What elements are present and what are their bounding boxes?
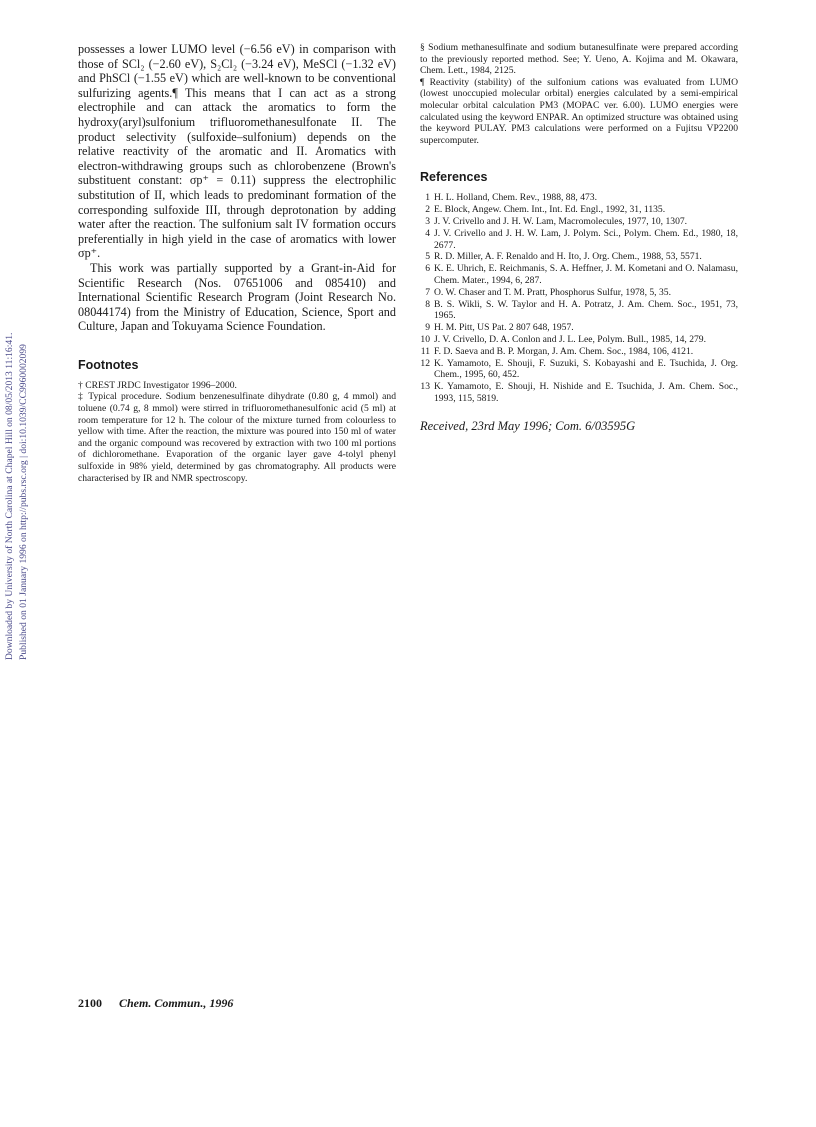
reference-item <box>420 346 738 358</box>
reference-text: J. V. Crivello, D. A. Conlon and J. L. Lee, Polym. Bull., 1985, 14, 279. <box>434 333 707 345</box>
reference-number: 12 <box>420 357 430 369</box>
journal-citation: Chem. Commun., 1996 <box>119 996 234 1010</box>
reference-text: K. Yamamoto, E. Shouji, F. Suzuki, S. Kobayashi and E. Tsuchida, J. Org. Chem., 1995, 60, 452. <box>434 357 738 381</box>
footnotes-heading: Footnotes <box>78 357 139 372</box>
reference-item <box>420 192 738 204</box>
reference-number: 13 <box>420 381 430 393</box>
reference-text: E. Block, Angew. Chem. Int., Int. Ed. Engl., 1992, 31, 1135. <box>434 204 666 216</box>
footnote-pilcrow: ¶ Reactivity (stability) of the sulfonium cations was evaluated from LUMO (lowest unoccupied molecular orbital) energies calculated by a semi-empirical molecular orbital calculation PM3 (MOPAC ver. 6.00). LUMO energies were calculated using the keyword ENPAR. An optimized structure was obtained using the keyword PULAY. PM3 calculations were performed on a Fujitsu VP2200 supercomputer. <box>420 76 738 146</box>
reference-item <box>420 216 738 228</box>
reference-item <box>420 322 738 334</box>
left-column <box>78 42 396 484</box>
page-number: 2100 <box>78 996 102 1010</box>
reference-number: 9 <box>425 322 430 334</box>
reference-number: 11 <box>420 345 430 357</box>
reference-number: 5 <box>425 251 430 263</box>
body-paragraph-1: possesses a lower LUMO level (−6.56 eV) in comparison with those of SCl₂ (−2.60 eV), S₂Cl₂ (−3.24 eV), MeSCl (−1.32 eV) and PhSCl (−1.55 eV) which are well-known to be conventional sulfurizing agents.¶ This means that I can act as a strong electrophile and can attack the aromatics to form the hydroxy(aryl)sulfonium trifluoromethanesulfonate II. The product selectivity (sulfoxide–sulfonium) depends on the relative reactivity of the aromatic and II. Aromatics with electron-withdrawing groups such as chlorobenzene (Brown's substituent constant: σp⁺ = 0.11) suppress the electrophilic substitution of II, which leads to predominant formation of the corresponding sulfoxide III, through deprotonation by adding water after the reaction. The sulfonium salt IV formation occurs preferentially in high yield in the case of aromatics with lower σp⁺. <box>78 42 396 261</box>
reference-item <box>420 287 738 299</box>
reference-text: O. W. Chaser and T. M. Pratt, Phosphorus Sulfur, 1978, 5, 35. <box>434 286 671 298</box>
reference-text: K. E. Uhrich, E. Reichmanis, S. A. Heffner, J. M. Kometani and O. Nalamasu, Chem. Mater., 1994, 6, 287. <box>434 263 738 286</box>
page-footer <box>78 996 233 1011</box>
reference-text: R. D. Miller, A. F. Renaldo and H. Ito, J. Org. Chem., 1988, 53, 5571. <box>434 251 702 263</box>
footnote-section: § Sodium methanesulfinate and sodium butanesulfinate were prepared according to the previously reported method. See; Y. Ueno, A. Kojima and M. Okawara, Chem. Lett., 1984, 2125. <box>420 42 738 77</box>
reference-text: H. L. Holland, Chem. Rev., 1988, 88, 473. <box>434 192 597 204</box>
footnote-double-dagger: ‡ Typical procedure. Sodium benzenesulfinate dihydrate (0.80 g, 4 mmol) and toluene (0.74 g, 8 mmol) were stirred in trifluoromethanesulfonic acid (5 ml) at room temperature for 12 h. The colour of the mixture turned from colourless to yellow with time. After the reaction, the mixture was poured into 150 ml of water and the organic compound was recovered by extraction with two 100 ml portions of dichloromethane. Evaporation of the organic layer gave 4-tolyl phenyl sulfoxide in 98% yield, determined by gas chromatography. All products were characterised by IR and NMR spectroscopy. <box>78 391 396 484</box>
acknowledgement-paragraph: This work was partially supported by a Grant-in-Aid for Scientific Research (Nos. 07651006 and 085410) and International Scientific Research Program (Joint Research No. 08044174) from the Ministry of Education, Science, Sport and Culture, Japan and Tokuyama Science Foundation. <box>78 260 396 334</box>
reference-number: 2 <box>425 204 430 216</box>
reference-item <box>420 263 738 287</box>
reference-item <box>420 299 738 323</box>
references-heading: References <box>420 170 488 185</box>
reference-text: H. M. Pitt, US Pat. 2 807 648, 1957. <box>434 322 574 334</box>
reference-number: 7 <box>425 286 430 298</box>
reference-item <box>420 334 738 346</box>
reference-item <box>420 381 738 405</box>
reference-item <box>420 358 738 382</box>
download-notice: Downloaded by University of North Carolina at Chapel Hill on 08/05/2013 11:16:41. <box>4 332 15 660</box>
reference-text: J. V. Crivello and J. H. W. Lam, Macromolecules, 1977, 10, 1307. <box>434 215 688 227</box>
reference-number: 10 <box>420 333 430 345</box>
received-line: Received, 23rd May 1996; Com. 6/03595G <box>420 418 636 433</box>
reference-number: 8 <box>425 298 430 310</box>
reference-list <box>420 192 738 404</box>
reference-item <box>420 251 738 263</box>
reference-number: 1 <box>425 192 430 204</box>
reference-text: J. V. Crivello and J. H. W. Lam, J. Polym. Sci., Polym. Chem. Ed., 1980, 18, 2677. <box>434 227 738 251</box>
reference-number: 6 <box>425 263 430 275</box>
doi-notice: Published on 01 January 1996 on http://pubs.rsc.org | doi:10.1039/CC9960002099 <box>18 344 29 660</box>
reference-item <box>420 228 738 252</box>
footnote-dagger: † CREST JRDC Investigator 1996–2000. <box>78 379 237 391</box>
reference-item <box>420 204 738 216</box>
reference-text: K. Yamamoto, E. Shouji, H. Nishide and E. Tsuchida, J. Am. Chem. Soc., 1993, 115, 5819. <box>434 381 738 404</box>
reference-text: B. S. Wikli, S. W. Taylor and H. A. Potratz, J. Am. Chem. Soc., 1951, 73, 1965. <box>434 298 738 322</box>
reference-number: 4 <box>425 227 430 239</box>
download-watermark <box>0 280 40 660</box>
right-column <box>420 42 738 434</box>
reference-text: F. D. Saeva and B. P. Morgan, J. Am. Chem. Soc., 1984, 106, 4121. <box>434 345 694 357</box>
reference-number: 3 <box>425 215 430 227</box>
